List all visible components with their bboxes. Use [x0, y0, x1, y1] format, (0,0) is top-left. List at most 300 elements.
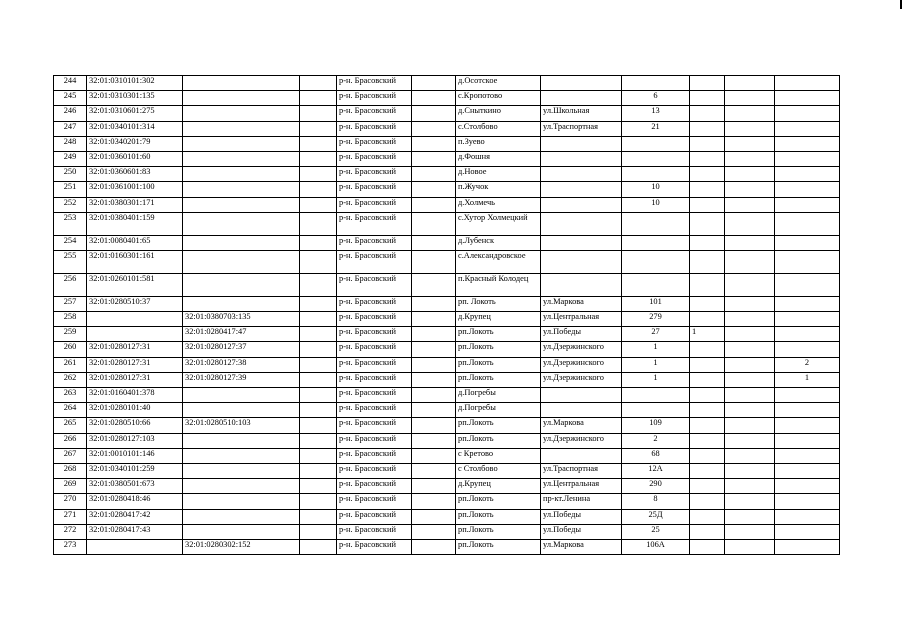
extra-cell	[690, 296, 725, 311]
district-cell: р-н. Брасовский	[337, 121, 412, 136]
empty-cell	[412, 106, 456, 121]
extra-cell	[690, 357, 725, 372]
row-number-cell: 245	[54, 91, 87, 106]
house-number-cell: 13	[622, 106, 690, 121]
extra-cell	[690, 121, 725, 136]
house-number-cell: 2	[622, 433, 690, 448]
empty-cell	[412, 151, 456, 166]
locality-cell: д.Фошня	[456, 151, 541, 166]
extra-count-cell	[775, 212, 840, 235]
street-cell	[541, 197, 622, 212]
street-cell: ул.Победы	[541, 524, 622, 539]
extra-cell	[690, 212, 725, 235]
table-row	[54, 433, 840, 448]
cadastral-number-cell: 32:01:0160401:378	[87, 388, 183, 403]
cadastral-number-2-cell	[183, 151, 300, 166]
extra-cell	[690, 372, 725, 387]
street-cell	[541, 76, 622, 91]
row-number-cell: 272	[54, 524, 87, 539]
cadastral-number-cell: 32:01:0340101:314	[87, 121, 183, 136]
empty-cell	[725, 273, 775, 296]
locality-cell: д.Погребы	[456, 388, 541, 403]
table-row	[54, 509, 840, 524]
row-number-cell: 256	[54, 273, 87, 296]
empty-cell	[412, 273, 456, 296]
row-number-cell: 268	[54, 463, 87, 478]
empty-cell	[412, 197, 456, 212]
extra-count-cell	[775, 342, 840, 357]
cadastral-number-cell: 32:01:0340201:79	[87, 136, 183, 151]
locality-cell: рп.Локоть	[456, 494, 541, 509]
empty-cell	[412, 167, 456, 182]
empty-cell	[725, 151, 775, 166]
street-cell: ул.Дзержинского	[541, 357, 622, 372]
street-cell	[541, 167, 622, 182]
house-number-cell: 10	[622, 182, 690, 197]
cadastral-number-cell: 32:01:0380301:171	[87, 197, 183, 212]
district-cell: р-н. Брасовский	[337, 167, 412, 182]
empty-cell	[300, 494, 337, 509]
empty-cell	[412, 463, 456, 478]
cadastral-number-2-cell	[183, 433, 300, 448]
empty-cell	[412, 494, 456, 509]
table-row	[54, 250, 840, 273]
cadastral-number-2-cell	[183, 388, 300, 403]
table-row	[54, 182, 840, 197]
empty-cell	[412, 327, 456, 342]
extra-count-cell	[775, 91, 840, 106]
locality-cell: рп.Локоть	[456, 433, 541, 448]
street-cell	[541, 151, 622, 166]
locality-cell: рп.Локоть	[456, 509, 541, 524]
district-cell: р-н. Брасовский	[337, 106, 412, 121]
cadastral-number-cell: 32:01:0380501:673	[87, 479, 183, 494]
extra-cell	[690, 524, 725, 539]
empty-cell	[300, 121, 337, 136]
district-cell: р-н. Брасовский	[337, 357, 412, 372]
empty-cell	[725, 250, 775, 273]
row-number-cell: 244	[54, 76, 87, 91]
empty-cell	[300, 136, 337, 151]
extra-cell	[690, 463, 725, 478]
extra-count-cell	[775, 76, 840, 91]
empty-cell	[412, 524, 456, 539]
table-row	[54, 235, 840, 250]
street-cell	[541, 91, 622, 106]
locality-cell: рп.Локоть	[456, 524, 541, 539]
cadastral-number-cell	[87, 539, 183, 554]
cadastral-number-2-cell	[183, 121, 300, 136]
empty-cell	[300, 296, 337, 311]
row-number-cell: 271	[54, 509, 87, 524]
district-cell: р-н. Брасовский	[337, 296, 412, 311]
table-row	[54, 463, 840, 478]
empty-cell	[725, 494, 775, 509]
cadastral-number-2-cell: 32:01:0280510:103	[183, 418, 300, 433]
empty-cell	[412, 250, 456, 273]
extra-count-cell	[775, 509, 840, 524]
cadastral-number-2-cell: 32:01:0280127:39	[183, 372, 300, 387]
row-number-cell: 261	[54, 357, 87, 372]
row-number-cell: 254	[54, 235, 87, 250]
cadastral-number-cell: 32:01:0260101:581	[87, 273, 183, 296]
cadastral-number-cell: 32:01:0340101:259	[87, 463, 183, 478]
district-cell: р-н. Брасовский	[337, 448, 412, 463]
locality-cell: д.Крупец	[456, 312, 541, 327]
cadastral-number-2-cell	[183, 273, 300, 296]
extra-count-cell	[775, 106, 840, 121]
empty-cell	[300, 212, 337, 235]
locality-cell: д.Лубенск	[456, 235, 541, 250]
district-cell: р-н. Брасовский	[337, 273, 412, 296]
table-row	[54, 197, 840, 212]
cadastral-number-cell	[87, 312, 183, 327]
cadastral-number-2-cell	[183, 250, 300, 273]
empty-cell	[725, 403, 775, 418]
empty-cell	[725, 357, 775, 372]
locality-cell: рп.Локоть	[456, 539, 541, 554]
street-cell: ул.Дзержинского	[541, 372, 622, 387]
empty-cell	[725, 121, 775, 136]
extra-cell	[690, 151, 725, 166]
locality-cell: п.Красный Колодец	[456, 273, 541, 296]
locality-cell: д.Сныткино	[456, 106, 541, 121]
extra-count-cell	[775, 136, 840, 151]
table-row	[54, 372, 840, 387]
cadastral-number-2-cell: 32:01:0380703:135	[183, 312, 300, 327]
table-row	[54, 273, 840, 296]
empty-cell	[725, 509, 775, 524]
district-cell: р-н. Брасовский	[337, 494, 412, 509]
empty-cell	[300, 509, 337, 524]
empty-cell	[300, 327, 337, 342]
empty-cell	[300, 235, 337, 250]
street-cell: ул.Дзержинского	[541, 433, 622, 448]
empty-cell	[300, 418, 337, 433]
table-row	[54, 212, 840, 235]
district-cell: р-н. Брасовский	[337, 76, 412, 91]
street-cell	[541, 212, 622, 235]
house-number-cell	[622, 212, 690, 235]
table-row	[54, 91, 840, 106]
locality-cell: рп.Локоть	[456, 342, 541, 357]
empty-cell	[725, 136, 775, 151]
house-number-cell	[622, 250, 690, 273]
house-number-cell: 106А	[622, 539, 690, 554]
house-number-cell: 1	[622, 357, 690, 372]
locality-cell: рп.Локоть	[456, 327, 541, 342]
house-number-cell: 290	[622, 479, 690, 494]
extra-cell	[690, 509, 725, 524]
extra-count-cell	[775, 312, 840, 327]
locality-cell: рп.Локоть	[456, 357, 541, 372]
house-number-cell: 6	[622, 91, 690, 106]
registry-table-body	[54, 76, 840, 555]
street-cell: ул.Центральная	[541, 312, 622, 327]
table-row	[54, 76, 840, 91]
extra-cell	[690, 167, 725, 182]
empty-cell	[300, 250, 337, 273]
empty-cell	[412, 388, 456, 403]
house-number-cell: 12А	[622, 463, 690, 478]
locality-cell: д.Погребы	[456, 403, 541, 418]
table-row	[54, 342, 840, 357]
street-cell	[541, 388, 622, 403]
house-number-cell: 279	[622, 312, 690, 327]
extra-count-cell	[775, 433, 840, 448]
cadastral-number-2-cell	[183, 197, 300, 212]
row-number-cell: 255	[54, 250, 87, 273]
extra-count-cell	[775, 539, 840, 554]
house-number-cell	[622, 136, 690, 151]
extra-count-cell	[775, 327, 840, 342]
empty-cell	[412, 448, 456, 463]
district-cell: р-н. Брасовский	[337, 91, 412, 106]
street-cell: ул.Победы	[541, 327, 622, 342]
empty-cell	[725, 106, 775, 121]
locality-cell: д.Осотское	[456, 76, 541, 91]
extra-cell	[690, 494, 725, 509]
house-number-cell: 27	[622, 327, 690, 342]
table-row	[54, 403, 840, 418]
locality-cell: д.Крупец	[456, 479, 541, 494]
row-number-cell: 270	[54, 494, 87, 509]
cadastral-number-cell	[87, 327, 183, 342]
street-cell: ул.Маркова	[541, 418, 622, 433]
empty-cell	[300, 357, 337, 372]
extra-count-cell: 1	[775, 372, 840, 387]
street-cell: пр-кт.Ленина	[541, 494, 622, 509]
table-row	[54, 479, 840, 494]
table-row	[54, 357, 840, 372]
empty-cell	[725, 539, 775, 554]
locality-cell: п.Зуево	[456, 136, 541, 151]
cadastral-number-2-cell	[183, 479, 300, 494]
empty-cell	[300, 76, 337, 91]
empty-cell	[412, 235, 456, 250]
cadastral-number-cell: 32:01:0280510:66	[87, 418, 183, 433]
table-row	[54, 106, 840, 121]
cadastral-number-2-cell	[183, 136, 300, 151]
locality-cell: с Кретово	[456, 448, 541, 463]
empty-cell	[725, 76, 775, 91]
cadastral-number-2-cell	[183, 235, 300, 250]
empty-cell	[300, 372, 337, 387]
house-number-cell: 68	[622, 448, 690, 463]
cadastral-number-cell: 32:01:0361001:100	[87, 182, 183, 197]
empty-cell	[300, 312, 337, 327]
empty-cell	[412, 372, 456, 387]
house-number-cell: 8	[622, 494, 690, 509]
cadastral-number-2-cell	[183, 403, 300, 418]
empty-cell	[725, 372, 775, 387]
street-cell	[541, 250, 622, 273]
empty-cell	[725, 91, 775, 106]
house-number-cell: 21	[622, 121, 690, 136]
empty-cell	[300, 167, 337, 182]
district-cell: р-н. Брасовский	[337, 235, 412, 250]
cadastral-number-cell: 32:01:0280417:43	[87, 524, 183, 539]
empty-cell	[725, 296, 775, 311]
empty-cell	[412, 212, 456, 235]
row-number-cell: 252	[54, 197, 87, 212]
table-row	[54, 151, 840, 166]
locality-cell: с.Столбово	[456, 121, 541, 136]
row-number-cell: 247	[54, 121, 87, 136]
cadastral-number-cell: 32:01:0310601:275	[87, 106, 183, 121]
row-number-cell: 266	[54, 433, 87, 448]
empty-cell	[300, 463, 337, 478]
empty-cell	[412, 76, 456, 91]
table-row	[54, 388, 840, 403]
empty-cell	[725, 463, 775, 478]
empty-cell	[725, 433, 775, 448]
extra-count-cell	[775, 235, 840, 250]
street-cell: ул.Школьная	[541, 106, 622, 121]
extra-count-cell	[775, 388, 840, 403]
cadastral-number-2-cell	[183, 212, 300, 235]
street-cell	[541, 273, 622, 296]
empty-cell	[412, 121, 456, 136]
street-cell	[541, 136, 622, 151]
table-row	[54, 296, 840, 311]
district-cell: р-н. Брасовский	[337, 182, 412, 197]
extra-cell	[690, 106, 725, 121]
empty-cell	[300, 182, 337, 197]
extra-cell	[690, 235, 725, 250]
extra-cell	[690, 433, 725, 448]
empty-cell	[300, 197, 337, 212]
empty-cell	[725, 212, 775, 235]
empty-cell	[725, 524, 775, 539]
extra-cell	[690, 136, 725, 151]
district-cell: р-н. Брасовский	[337, 327, 412, 342]
house-number-cell: 101	[622, 296, 690, 311]
house-number-cell	[622, 235, 690, 250]
house-number-cell	[622, 151, 690, 166]
empty-cell	[412, 539, 456, 554]
extra-count-cell	[775, 479, 840, 494]
empty-cell	[300, 539, 337, 554]
row-number-cell: 269	[54, 479, 87, 494]
extra-count-cell	[775, 418, 840, 433]
extra-cell	[690, 479, 725, 494]
extra-cell	[690, 418, 725, 433]
extra-count-cell	[775, 448, 840, 463]
empty-cell	[725, 479, 775, 494]
empty-cell	[725, 182, 775, 197]
street-cell	[541, 403, 622, 418]
empty-cell	[412, 433, 456, 448]
locality-cell: рп.Локоть	[456, 418, 541, 433]
district-cell: р-н. Брасовский	[337, 433, 412, 448]
row-number-cell: 273	[54, 539, 87, 554]
table-row	[54, 494, 840, 509]
empty-cell	[300, 479, 337, 494]
cadastral-number-cell: 32:01:0080401:65	[87, 235, 183, 250]
empty-cell	[725, 418, 775, 433]
table-row	[54, 524, 840, 539]
empty-cell	[300, 91, 337, 106]
row-number-cell: 250	[54, 167, 87, 182]
cadastral-number-2-cell	[183, 106, 300, 121]
empty-cell	[725, 235, 775, 250]
table-row	[54, 167, 840, 182]
district-cell: р-н. Брасовский	[337, 151, 412, 166]
extra-count-cell	[775, 197, 840, 212]
district-cell: р-н. Брасовский	[337, 524, 412, 539]
extra-cell	[690, 448, 725, 463]
locality-cell: с.Кропотово	[456, 91, 541, 106]
empty-cell	[725, 342, 775, 357]
district-cell: р-н. Брасовский	[337, 136, 412, 151]
cadastral-number-cell: 32:01:0280101:40	[87, 403, 183, 418]
extra-cell	[690, 388, 725, 403]
table-row	[54, 327, 840, 342]
extra-count-cell	[775, 151, 840, 166]
house-number-cell: 1	[622, 372, 690, 387]
empty-cell	[412, 136, 456, 151]
scan-edge-mark	[900, 0, 902, 9]
cadastral-number-2-cell	[183, 76, 300, 91]
row-number-cell: 257	[54, 296, 87, 311]
empty-cell	[412, 312, 456, 327]
table-row	[54, 418, 840, 433]
empty-cell	[412, 296, 456, 311]
row-number-cell: 259	[54, 327, 87, 342]
district-cell: р-н. Брасовский	[337, 418, 412, 433]
cadastral-number-2-cell: 32:01:0280302:152	[183, 539, 300, 554]
cadastral-number-cell: 32:01:0010101:146	[87, 448, 183, 463]
row-number-cell: 267	[54, 448, 87, 463]
street-cell: ул.Дзержинского	[541, 342, 622, 357]
locality-cell: д.Холмечь	[456, 197, 541, 212]
locality-cell: д.Новое	[456, 167, 541, 182]
street-cell: ул.Маркова	[541, 296, 622, 311]
empty-cell	[300, 433, 337, 448]
district-cell: р-н. Брасовский	[337, 372, 412, 387]
table-row	[54, 136, 840, 151]
extra-count-cell	[775, 463, 840, 478]
district-cell: р-н. Брасовский	[337, 463, 412, 478]
cadastral-number-cell: 32:01:0360601:83	[87, 167, 183, 182]
locality-cell: с.Хутор Холмецкий	[456, 212, 541, 235]
extra-cell	[690, 76, 725, 91]
district-cell: р-н. Брасовский	[337, 403, 412, 418]
empty-cell	[725, 312, 775, 327]
extra-cell	[690, 312, 725, 327]
empty-cell	[300, 403, 337, 418]
empty-cell	[725, 167, 775, 182]
district-cell: р-н. Брасовский	[337, 388, 412, 403]
house-number-cell: 109	[622, 418, 690, 433]
registry-table	[53, 75, 840, 555]
extra-count-cell	[775, 403, 840, 418]
extra-count-cell	[775, 494, 840, 509]
street-cell	[541, 448, 622, 463]
house-number-cell	[622, 273, 690, 296]
extra-cell	[690, 91, 725, 106]
cadastral-number-2-cell	[183, 524, 300, 539]
row-number-cell: 253	[54, 212, 87, 235]
cadastral-number-cell: 32:01:0280417:42	[87, 509, 183, 524]
extra-count-cell	[775, 121, 840, 136]
cadastral-number-cell: 32:01:0310101:302	[87, 76, 183, 91]
extra-count-cell	[775, 296, 840, 311]
locality-cell: с.Александровское	[456, 250, 541, 273]
cadastral-number-cell: 32:01:0280127:31	[87, 357, 183, 372]
extra-cell	[690, 403, 725, 418]
